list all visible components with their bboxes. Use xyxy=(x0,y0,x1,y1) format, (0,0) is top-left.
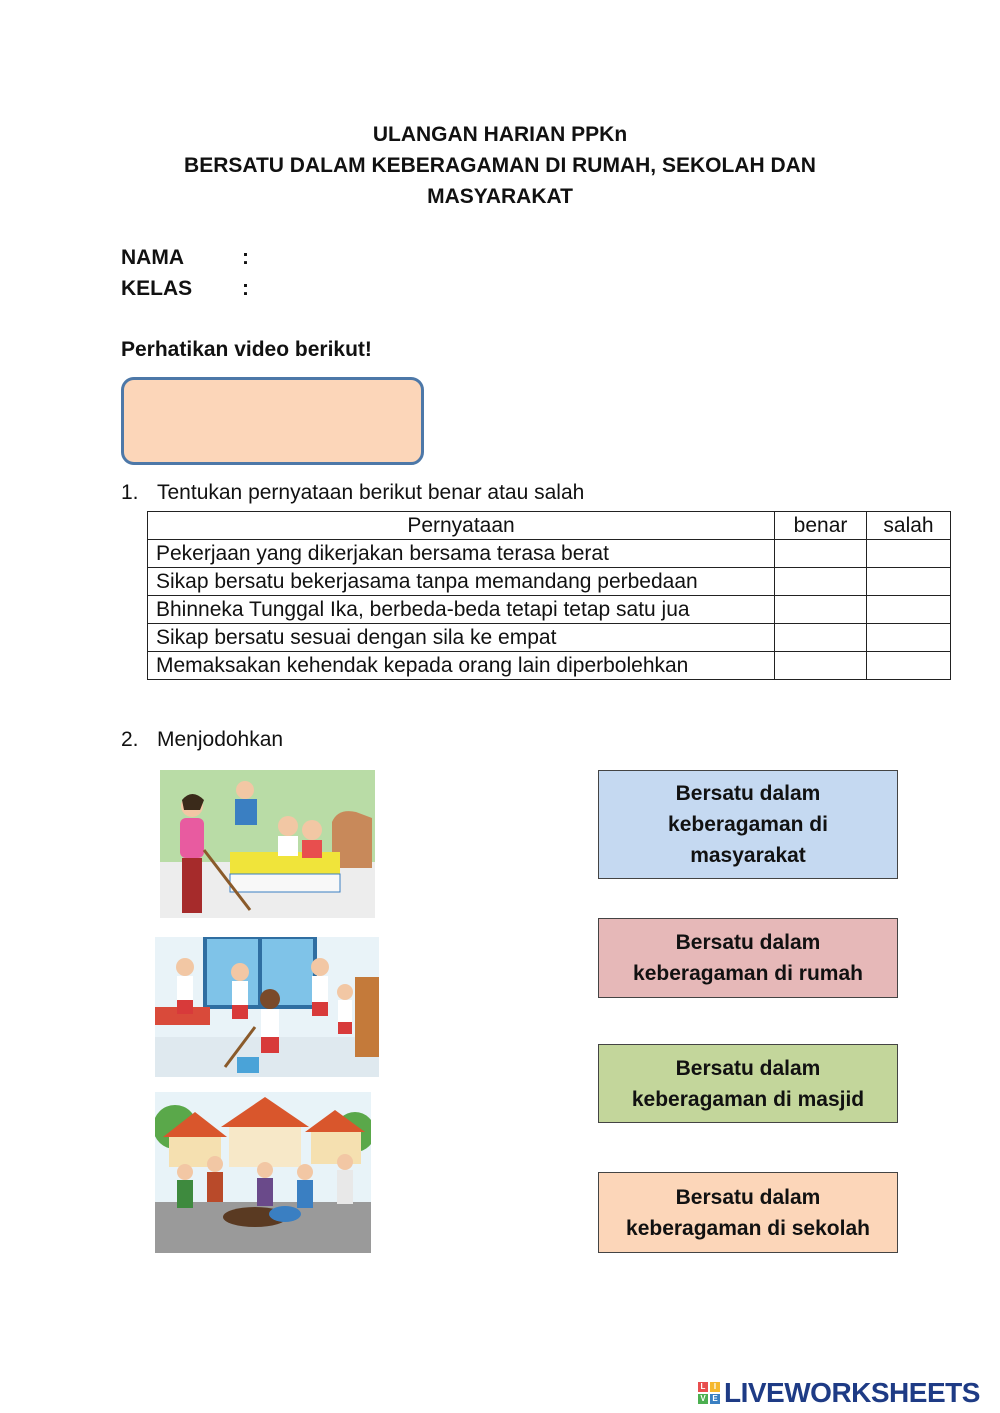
true-answer-cell[interactable] xyxy=(775,540,867,568)
match-option-line: Bersatu dalam xyxy=(675,1185,821,1209)
question-1 xyxy=(121,481,584,505)
false-answer-cell[interactable] xyxy=(867,624,951,652)
table-row xyxy=(148,652,951,680)
true-answer-cell[interactable] xyxy=(775,624,867,652)
false-answer-cell[interactable] xyxy=(867,568,951,596)
name-row xyxy=(121,246,249,270)
column-header-false: salah xyxy=(867,512,951,540)
liveworksheets-logo xyxy=(698,1377,980,1409)
page-subtitle: BERSATU DALAM KEBERAGAMAN DI RUMAH, SEKOLAH DAN xyxy=(184,154,816,177)
true-answer-cell[interactable] xyxy=(775,596,867,624)
video-instruction: Perhatikan video berikut! xyxy=(121,338,372,361)
class-row xyxy=(121,277,249,301)
match-option-sekolah[interactable] xyxy=(598,1172,898,1253)
logo-text: LIVEWORKSHEETS xyxy=(724,1377,980,1408)
true-false-table xyxy=(147,511,951,680)
logo-mark-letter: I xyxy=(710,1382,720,1392)
match-option-masjid[interactable] xyxy=(598,1044,898,1123)
match-option-line: keberagaman di sekolah xyxy=(626,1216,870,1240)
match-option-rumah[interactable] xyxy=(598,918,898,998)
video-placeholder[interactable] xyxy=(121,377,424,465)
statement-cell: Bhinneka Tunggal Ika, berbeda-beda tetapi tetap satu jua xyxy=(148,596,775,624)
statement-cell: Pekerjaan yang dikerjakan bersama terasa berat xyxy=(148,540,775,568)
match-option-line: masyarakat xyxy=(690,844,806,867)
name-label: NAMA xyxy=(121,246,184,269)
table-row xyxy=(148,624,951,652)
logo-mark-letter: V xyxy=(698,1394,708,1404)
match-option-line: keberagaman di masjid xyxy=(631,1087,865,1111)
false-answer-cell[interactable] xyxy=(867,596,951,624)
match-option-line: Bersatu dalam xyxy=(675,1056,821,1080)
statement-cell: Memaksakan kehendak kepada orang lain diperbolehkan xyxy=(148,652,775,680)
table-row xyxy=(148,596,951,624)
question-2-text: Menjodohkan xyxy=(157,728,284,751)
false-answer-cell[interactable] xyxy=(867,540,951,568)
class-label: KELAS xyxy=(121,277,193,300)
table-row xyxy=(148,540,951,568)
students-cleaning-classroom-icon[interactable] xyxy=(155,937,379,1077)
statement-cell: Sikap bersatu bekerjasama tanpa memandang perbedaan xyxy=(148,568,775,596)
match-option-line: Bersatu dalam xyxy=(675,782,821,805)
table-row xyxy=(148,568,951,596)
community-working-together-icon[interactable] xyxy=(155,1092,371,1253)
page-title: ULANGAN HARIAN PPKn xyxy=(372,123,628,146)
question-2 xyxy=(121,728,283,752)
question-1-text: Tentukan pernyataan berikut benar atau salah xyxy=(157,481,585,504)
name-separator: : xyxy=(242,246,249,269)
family-cleaning-house-icon[interactable] xyxy=(160,770,375,918)
true-answer-cell[interactable] xyxy=(775,568,867,596)
question-2-number: 2. xyxy=(121,728,139,751)
column-header-statement: Pernyataan xyxy=(148,512,775,540)
table-header-row xyxy=(148,512,951,540)
logo-mark-letter: L xyxy=(698,1382,708,1392)
logo-mark-icon xyxy=(698,1382,720,1404)
match-option-line: keberagaman di rumah xyxy=(633,962,863,985)
match-option-line: Bersatu dalam xyxy=(675,931,821,954)
class-separator: : xyxy=(242,277,249,300)
page-subtitle-cont: MASYARAKAT xyxy=(427,185,573,208)
statement-cell: Sikap bersatu sesuai dengan sila ke empat xyxy=(148,624,775,652)
match-option-line: keberagaman di xyxy=(668,813,828,836)
logo-mark-letter: E xyxy=(710,1394,720,1404)
column-header-true: benar xyxy=(775,512,867,540)
question-1-number: 1. xyxy=(121,481,139,504)
match-option-masyarakat[interactable] xyxy=(598,770,898,879)
false-answer-cell[interactable] xyxy=(867,652,951,680)
true-answer-cell[interactable] xyxy=(775,652,867,680)
